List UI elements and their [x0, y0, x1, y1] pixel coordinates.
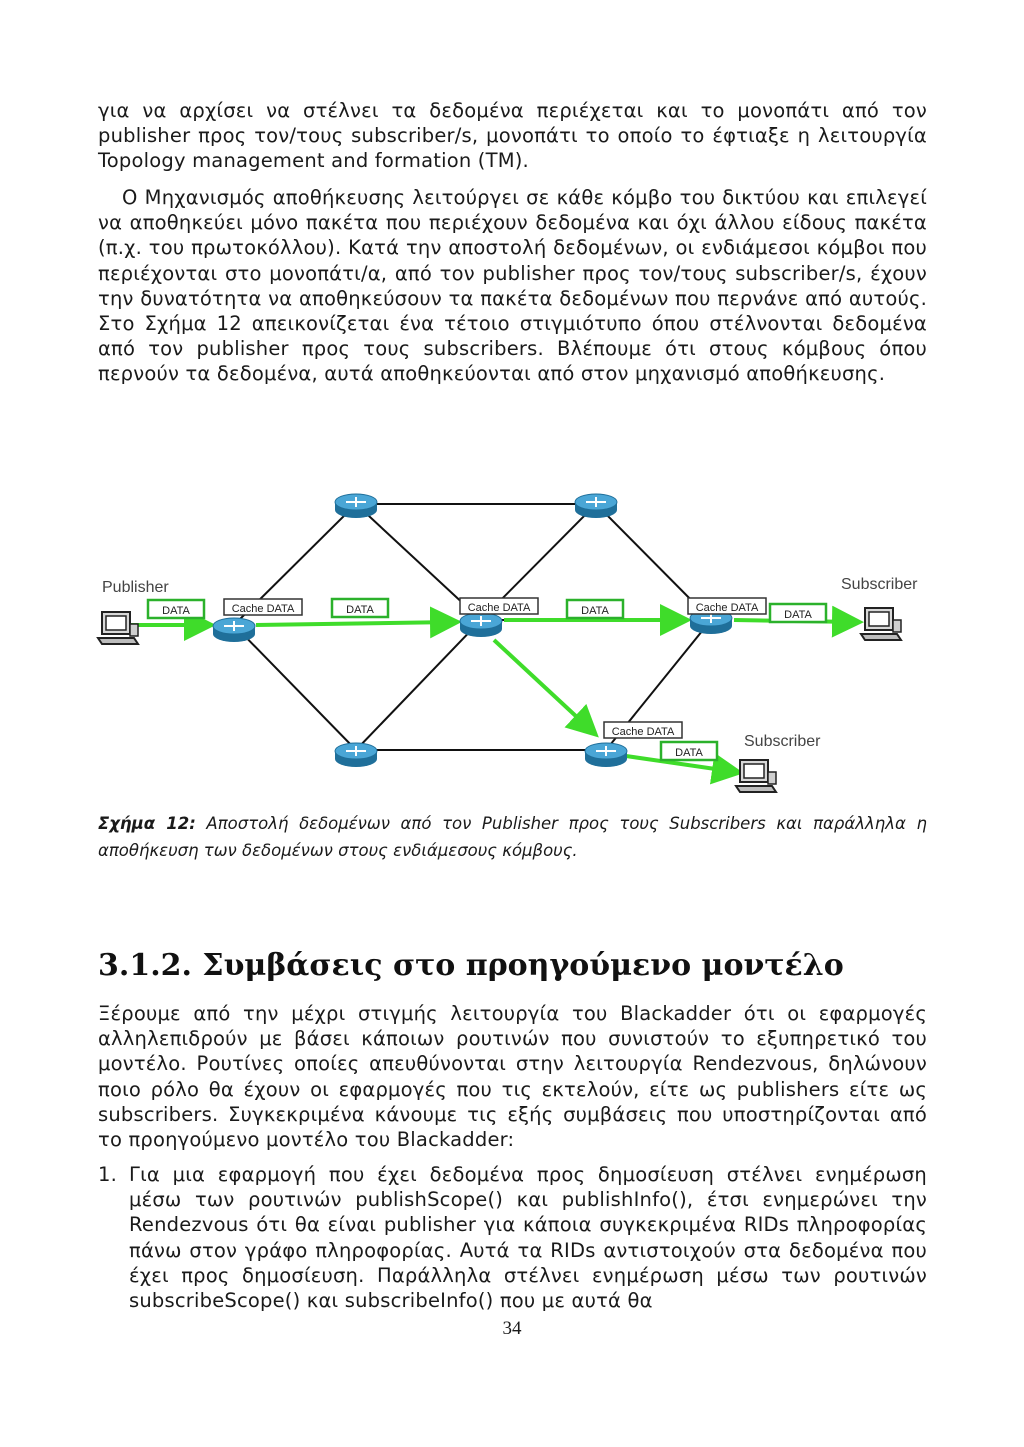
list-item	[98, 1162, 927, 1313]
body-paragraph-2: Ο Μηχανισμός αποθήκευσης λειτούργει σε κάθε κόμβο του δικτύου και επιλεγεί να αποθηκεύει μόνο πακέτα που περιέχουν δεδομένα και όχι άλλου είδους πακέτα (π.χ. του πρωτοκόλλου). Κατά την αποστολή δεδομένων, οι ενδιάμεσοι κόμβοι που περιέχονται στο μονοπάτι/α, από τον publisher προς τον/τους subscriber/s, έχουν την δυνατότητα να αποθηκεύσουν τα πακέτα δεδομένων που περνάνε από αυτούς. Στο Σχήμα 12 απεικονίζεται ένα τέτοιο στιγμιότυπο όπου στέλνονται δεδομένα από τον publisher προς τους subscribers. Βλέπουμε ότι στους κόμβους όπου περνούν τα δεδομένα, αυτά αποθηκεύονται από στον μηχανισμό αποθήκευσης.	[98, 186, 927, 386]
router-top-left	[335, 494, 377, 518]
cache-data-label	[688, 598, 766, 614]
publisher-label: Publisher	[102, 579, 169, 596]
data-packet	[567, 600, 623, 618]
data-packet	[661, 742, 717, 760]
router-bottom-left	[335, 743, 377, 767]
svg-text:Cache DATA: Cache DATA	[695, 602, 759, 614]
network-diagram	[96, 480, 936, 800]
data-packet	[770, 604, 826, 622]
subscriber-label-bottom: Subscriber	[744, 733, 821, 750]
subscriber-computer-icon-top	[861, 608, 901, 640]
svg-text:DATA: DATA	[581, 605, 609, 617]
caption-prefix: Σχήμα 12:	[98, 814, 196, 833]
page-number: 34	[502, 1318, 522, 1339]
data-packet	[148, 600, 204, 618]
body-paragraph-1: για να αρχίσει να στέλνει τα δεδομένα περιέχεται και το μονοπάτι από τον publisher προς τον/τους subscriber/s, μονοπάτι το οποίο το έφτιαξε η λειτουργία Topology management and formation (TM).	[98, 99, 927, 173]
subscriber-label-top: Subscriber	[841, 576, 918, 593]
svg-text:Cache DATA: Cache DATA	[611, 726, 675, 738]
publisher-computer-icon	[98, 612, 138, 644]
data-packet	[332, 599, 388, 617]
svg-text:DATA: DATA	[162, 605, 190, 617]
cache-data-label	[460, 598, 538, 614]
body-paragraph-3: Ξέρουμε από την μέχρι στιγμής λειτουργία του Blackadder ότι οι εφαρμογές αλληλεπιδρούν με βάσει κάποιων ρουτινών που συνιστούν το εξυπηρετικό του μοντέλο. Ρουτίνες οποίες απευθύνονται στην λειτουργία Rendezvous, δηλώνουν ποιο ρόλο θα έχουν οι εφαρμογές που τις εκτελούν, είτε ως publishers είτε ως subscribers. Συγκεκριμένα κάνουμε τις εξής συμβάσεις που υποστηρίζονται από το προηγούμενο μοντέλο του Blackadder:	[98, 1002, 927, 1152]
cache-data-label	[224, 599, 302, 615]
svg-text:Cache DATA: Cache DATA	[467, 602, 531, 614]
router-center	[460, 613, 502, 637]
section-heading: 3.1.2. Συμβάσεις στο προηγούμενο μοντέλο	[98, 948, 844, 983]
svg-text:Cache DATA: Cache DATA	[231, 603, 295, 615]
subscriber-computer-icon-bottom	[736, 760, 776, 792]
conventions-list	[98, 1162, 927, 1313]
list-item-text: Για μια εφαρμογή που έχει δεδομένα προς δημοσίευση στέλνει ενημέρωση μέσω των ρουτινών publishScope() και publishInfo(), έτσι ενημερώνει την Rendezvous ότι θα είναι publisher για κάποια συγκεκριμένα RIDs πληροφορίας πάνω στον γράφο πληροφορίας. Αυτά τα RIDs αντιστοιχούν στα δεδομένα που έχει προς δημοσίευση. Παράλληλα στέλνει ενημέρωση μέσω των ρουτινών subscribeScope() και subscribeInfo() που με αυτά θα	[129, 1163, 927, 1313]
cache-data-label	[604, 722, 682, 738]
caption-text: Αποστολή δεδομένων από τον Publisher προς τους Subscribers και παράλληλα η αποθήκευση των δεδομένων στους ενδιάμεσους κόμβους.	[98, 814, 927, 860]
router-top-right	[575, 494, 617, 518]
svg-text:DATA: DATA	[784, 609, 812, 621]
figure-caption	[98, 810, 927, 864]
list-item-number: 1.	[98, 1163, 118, 1186]
svg-text:DATA: DATA	[346, 604, 374, 616]
router-bottom-right	[585, 743, 627, 767]
svg-text:DATA: DATA	[675, 747, 703, 759]
router-publisher-side	[213, 618, 255, 642]
